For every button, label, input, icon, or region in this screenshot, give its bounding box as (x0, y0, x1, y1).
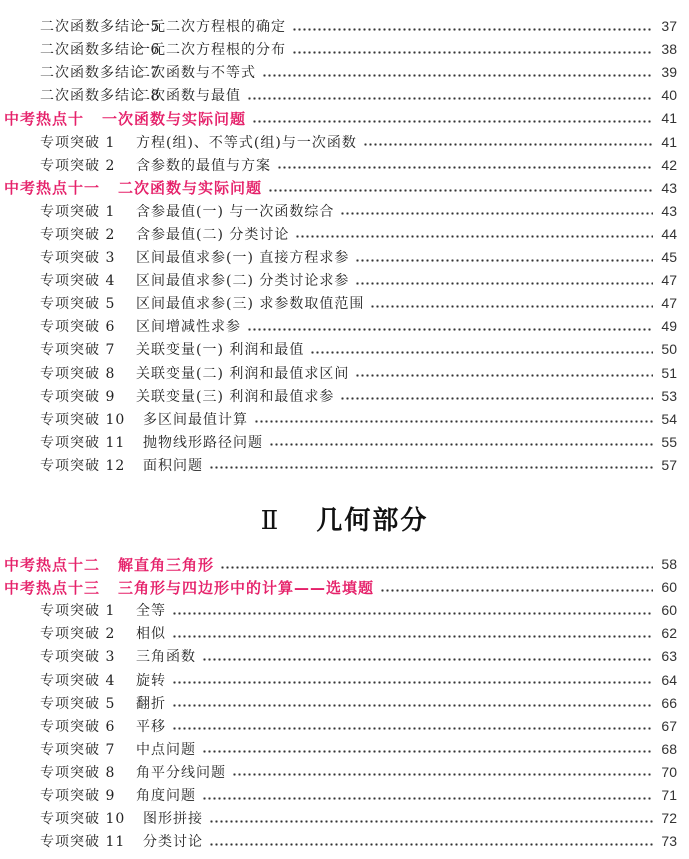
toc-entry[interactable] (0, 269, 677, 291)
dot-leader (277, 166, 653, 169)
dot-leader (172, 704, 653, 707)
toc-entry[interactable] (0, 385, 677, 407)
toc-entry-label: 专项突破 3 (40, 649, 116, 666)
toc-entry-label: 专项突破 7 (40, 741, 116, 758)
toc-entry-label: 专项突破 3 (40, 250, 116, 266)
toc-entry-title: 二次函数与实际问题 (118, 179, 263, 198)
toc-entry-label: 专项突破 2 (40, 226, 116, 243)
toc-entry-page-number: 54 (661, 410, 677, 427)
toc-entry-label: 专项突破 4 (40, 273, 116, 290)
toc-entry-page-number: 62 (661, 625, 677, 642)
dot-leader (202, 750, 653, 753)
toc-entry[interactable] (0, 761, 677, 783)
dot-leader (355, 259, 653, 262)
toc-entry-title: 区间最值求参(一) 直接方程求参 (136, 250, 350, 266)
toc-entry-title: 解直角三角形 (118, 555, 215, 574)
toc-entry-label: 专项突破 1 (40, 203, 116, 220)
toc-entry[interactable] (0, 784, 677, 806)
section-title: 几何部分 (316, 506, 429, 536)
section-numeral: Ⅱ (260, 506, 281, 536)
toc-entry-title: 角度问题 (136, 788, 196, 804)
toc-hot-topic-entry[interactable] (0, 177, 677, 199)
dot-leader (355, 374, 653, 377)
toc-entry-label: 专项突破 1 (40, 134, 116, 151)
dot-leader (269, 443, 653, 446)
toc-entry-title: 抛物线形路径问题 (143, 434, 263, 451)
toc-entry-title: 角平分线问题 (136, 764, 226, 781)
toc-entry[interactable] (0, 738, 677, 760)
toc-entry[interactable] (0, 200, 677, 222)
toc-entry-title: 一次函数与实际问题 (102, 109, 247, 128)
toc-entry[interactable] (0, 715, 677, 737)
toc-entry-page-number: 39 (661, 64, 677, 81)
toc-entry-page-number: 57 (661, 456, 677, 473)
toc-entry-title: 含参数的最值与方案 (136, 157, 271, 174)
toc-entry-title: 关联变量(三) 利润和最值求参 (136, 388, 335, 405)
toc-entry-title: 一元二次方程根的确定 (136, 19, 286, 35)
dot-leader (232, 773, 653, 776)
toc-entry-label: 专项突破 10 (40, 411, 126, 428)
dot-leader (355, 282, 653, 285)
toc-entry-page-number: 50 (661, 341, 677, 358)
toc-entry-label: 专项突破 7 (40, 342, 116, 359)
toc-entry-label: 专项突破 12 (40, 457, 126, 474)
toc-entry-title: 区间增减性求参 (136, 319, 241, 336)
toc-entry-page-number: 41 (661, 133, 677, 150)
toc-entry-label: 专项突破 6 (40, 718, 116, 735)
toc-entry[interactable] (0, 292, 677, 314)
toc-entry-label: 中考热点十三 (4, 578, 101, 597)
toc-entry-page-number: 47 (661, 272, 677, 289)
dot-leader (370, 305, 653, 308)
toc-entry-label: 专项突破 9 (40, 788, 116, 804)
toc-entry-title: 三角形与四边形中的计算——选填题 (118, 578, 375, 597)
toc-entry[interactable] (0, 362, 677, 384)
dot-leader (262, 74, 653, 77)
toc-entry-title: 区间最值求参(二) 分类讨论求参 (136, 273, 350, 290)
toc-entry[interactable] (0, 830, 677, 852)
toc-entry-title: 平移 (136, 718, 166, 735)
dot-leader (340, 397, 653, 400)
toc-entry[interactable] (0, 454, 677, 476)
dot-leader (310, 351, 653, 354)
toc-entry-title: 旋转 (136, 672, 166, 689)
toc-entry-label: 中考热点十 (4, 109, 85, 128)
toc-entry-page-number: 51 (661, 364, 677, 381)
toc-entry-page-number: 44 (661, 225, 677, 242)
toc-entry-title: 相似 (136, 626, 166, 643)
toc-entry-label: 专项突破 10 (40, 811, 126, 828)
toc-entry-label: 专项突破 5 (40, 695, 116, 712)
toc-entry-title: 图形拼接 (143, 811, 203, 828)
toc-entry-page-number: 42 (661, 156, 677, 173)
toc-entry-label: 专项突破 2 (40, 626, 116, 643)
section-heading-geometry (0, 500, 689, 537)
toc-hot-topic-entry[interactable] (0, 107, 677, 129)
dot-leader (363, 143, 653, 146)
toc-entry[interactable] (0, 223, 677, 245)
toc-entry-page-number: 60 (661, 602, 677, 619)
toc-entry[interactable] (0, 84, 677, 106)
toc-entry-page-number: 55 (661, 433, 677, 450)
toc-entry-title: 三角函数 (136, 649, 196, 666)
dot-leader (209, 820, 653, 823)
dot-leader (252, 120, 653, 123)
toc-entry-label: 专项突破 8 (40, 365, 116, 382)
toc-entry-label: 专项突破 9 (40, 388, 116, 405)
toc-entry-label: 专项突破 8 (40, 764, 116, 781)
toc-entry-label: 二次函数多结论 7 (40, 65, 161, 82)
toc-entry-page-number: 37 (661, 18, 677, 34)
toc-entry-label: 专项突破 1 (40, 603, 116, 620)
toc-entry[interactable] (0, 154, 677, 176)
dot-leader (247, 328, 653, 331)
toc-entry-page-number: 60 (661, 579, 677, 596)
toc-entry-title: 中点问题 (136, 741, 196, 758)
toc-entry-page-number: 45 (661, 249, 677, 265)
toc-entry-title: 含参最值(二) 分类讨论 (136, 226, 290, 243)
toc-entry[interactable] (0, 15, 677, 37)
toc-entry-page-number: 67 (661, 717, 677, 734)
toc-entry-title: 全等 (136, 603, 166, 620)
dot-leader (172, 727, 653, 730)
toc-entry[interactable] (0, 431, 677, 453)
toc-entry-page-number: 47 (661, 295, 677, 312)
toc-entry-title: 二次函数与最值 (136, 88, 241, 105)
toc-entry[interactable] (0, 807, 677, 829)
toc-entry-page-number: 49 (661, 318, 677, 335)
toc-entry-page-number: 58 (661, 556, 677, 572)
toc-entry[interactable] (0, 246, 677, 268)
toc-entry-label: 二次函数多结论 6 (40, 42, 161, 59)
dot-leader (380, 589, 653, 592)
toc-entry-page-number: 63 (661, 648, 677, 665)
toc-entry-page-number: 43 (661, 202, 677, 219)
dot-leader (295, 235, 653, 238)
toc-entry-page-number: 40 (661, 87, 677, 104)
toc-entry[interactable] (0, 669, 677, 691)
toc-entry-label: 专项突破 11 (40, 834, 126, 851)
dot-leader (292, 51, 653, 54)
toc-entry-page-number: 38 (661, 41, 677, 58)
toc-entry-title: 二次函数与不等式 (136, 65, 256, 82)
toc-entry-page-number: 71 (661, 787, 677, 803)
toc-entry-page-number: 43 (661, 179, 677, 196)
toc-entry-label: 专项突破 6 (40, 319, 116, 336)
dot-leader (202, 797, 653, 800)
toc-entry-page-number: 70 (661, 763, 677, 780)
dot-leader (172, 681, 653, 684)
toc-hot-topic-entry[interactable] (0, 576, 677, 598)
toc-entry-title: 区间最值求参(三) 求参数取值范围 (136, 296, 365, 313)
toc-entry-title: 方程(组)、不等式(组)与一次函数 (136, 134, 357, 151)
dot-leader (340, 212, 653, 215)
toc-entry[interactable] (0, 315, 677, 337)
toc-entry-label: 二次函数多结论 5 (40, 19, 161, 35)
toc-entry[interactable] (0, 131, 677, 153)
toc-entry-page-number: 53 (661, 387, 677, 404)
toc-entry-label: 专项突破 5 (40, 296, 116, 313)
dot-leader (247, 97, 653, 100)
toc-entry-page-number: 73 (661, 833, 677, 850)
toc-entry-title: 含参最值(一) 与一次函数综合 (136, 203, 335, 220)
toc-entry[interactable] (0, 61, 677, 83)
toc-entry[interactable] (0, 599, 677, 621)
toc-entry-title: 关联变量(二) 利润和最值求区间 (136, 365, 350, 382)
toc-entry-label: 专项突破 11 (40, 434, 126, 451)
toc-entry-title: 关联变量(一) 利润和最值 (136, 342, 305, 359)
toc-entry[interactable] (0, 692, 677, 714)
toc-entry-label: 二次函数多结论 8 (40, 88, 161, 105)
toc-entry-page-number: 41 (661, 110, 677, 127)
dot-leader (268, 189, 653, 192)
toc-entry-title: 多区间最值计算 (143, 411, 248, 428)
toc-entry-page-number: 72 (661, 810, 677, 827)
toc-entry[interactable] (0, 338, 677, 360)
toc-entry-label: 中考热点十二 (4, 555, 101, 574)
toc-entry[interactable] (0, 408, 677, 430)
toc-entry-title: 分类讨论 (143, 834, 203, 851)
toc-entry-title: 一元二次方程根的分布 (136, 42, 286, 59)
dot-leader (254, 420, 653, 423)
toc-entry[interactable] (0, 645, 677, 667)
dot-leader (209, 466, 653, 469)
dot-leader (202, 658, 653, 661)
toc-entry[interactable] (0, 622, 677, 644)
dot-leader (292, 28, 653, 31)
toc-entry-page-number: 66 (661, 694, 677, 711)
toc-entry-label: 专项突破 4 (40, 672, 116, 689)
toc-entry-title: 面积问题 (143, 457, 203, 474)
toc-entry-label: 中考热点十一 (4, 179, 101, 198)
dot-leader (209, 843, 653, 846)
toc-entry[interactable] (0, 38, 677, 60)
dot-leader (172, 635, 653, 638)
toc-hot-topic-entry[interactable] (0, 553, 677, 575)
dot-leader (220, 566, 653, 569)
toc-entry-page-number: 68 (661, 740, 677, 757)
dot-leader (172, 612, 653, 615)
toc-entry-title: 翻折 (136, 695, 166, 712)
toc-entry-label: 专项突破 2 (40, 157, 116, 174)
toc-entry-page-number: 64 (661, 671, 677, 688)
